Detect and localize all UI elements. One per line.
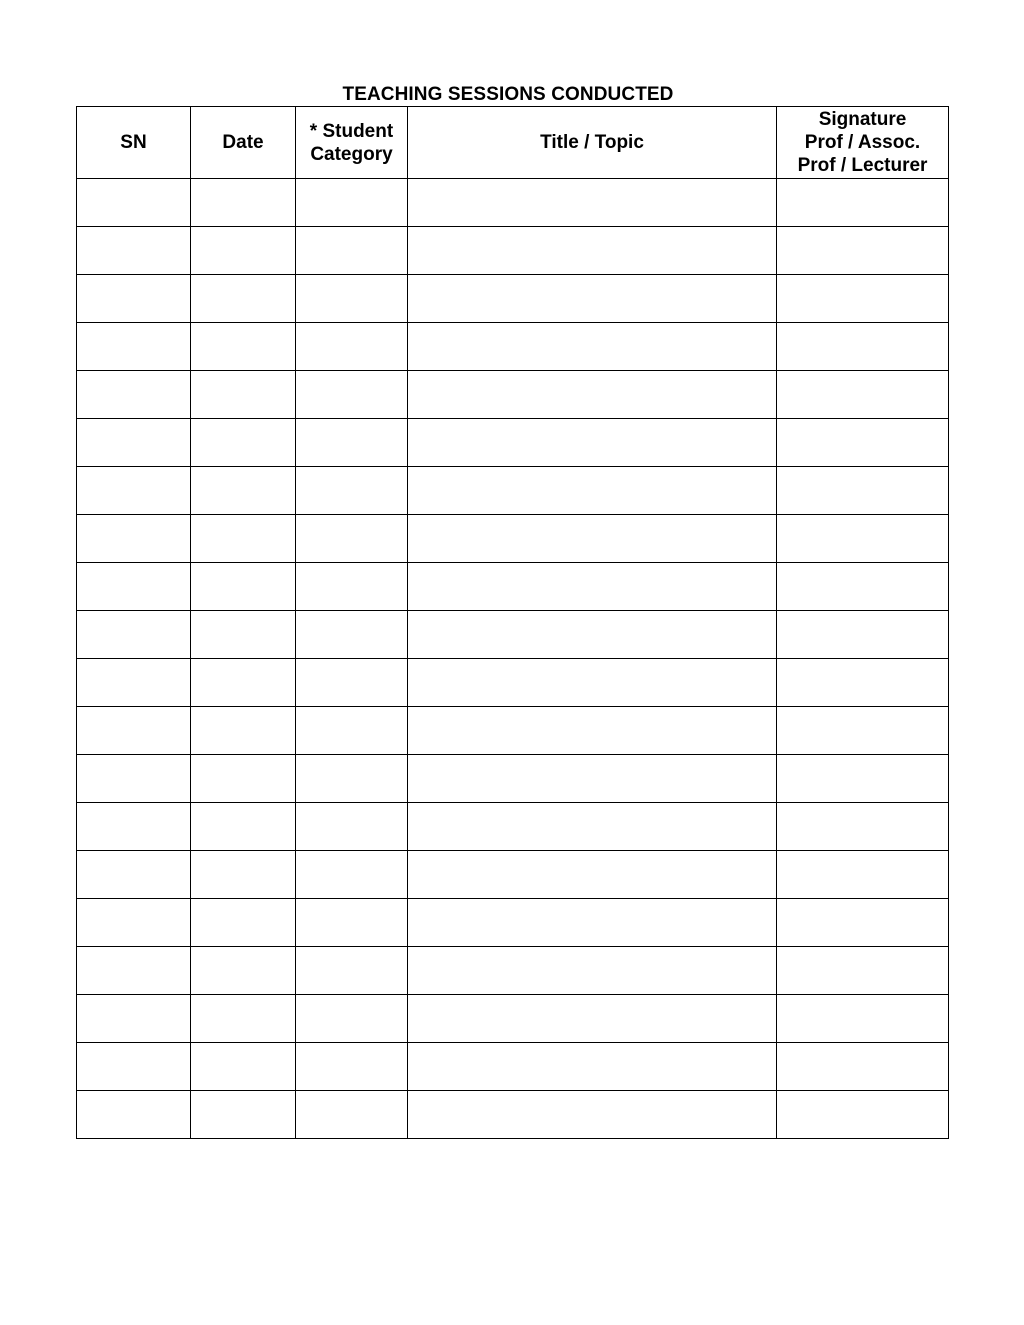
cell-title-topic	[408, 755, 777, 803]
cell-sn	[77, 323, 191, 371]
cell-date	[191, 995, 296, 1043]
cell-student-category	[296, 1043, 408, 1091]
cell-signature	[777, 467, 949, 515]
cell-student-category	[296, 707, 408, 755]
table-row	[77, 227, 949, 275]
cell-sn	[77, 227, 191, 275]
cell-title-topic	[408, 995, 777, 1043]
cell-sn	[77, 803, 191, 851]
table-row	[77, 947, 949, 995]
header-student-category	[296, 107, 408, 179]
cell-sn	[77, 611, 191, 659]
cell-title-topic	[408, 515, 777, 563]
cell-signature	[777, 995, 949, 1043]
header-sn: SN	[77, 107, 191, 179]
cell-sn	[77, 755, 191, 803]
cell-signature	[777, 755, 949, 803]
cell-sn	[77, 179, 191, 227]
cell-sn	[77, 707, 191, 755]
cell-student-category	[296, 563, 408, 611]
cell-student-category	[296, 995, 408, 1043]
table-row	[77, 323, 949, 371]
cell-sn	[77, 947, 191, 995]
cell-title-topic	[408, 563, 777, 611]
cell-signature	[777, 275, 949, 323]
cell-student-category	[296, 851, 408, 899]
cell-date	[191, 755, 296, 803]
cell-signature	[777, 179, 949, 227]
table-body	[77, 179, 949, 1139]
cell-date	[191, 419, 296, 467]
cell-date	[191, 371, 296, 419]
cell-sn	[77, 1091, 191, 1139]
cell-title-topic	[408, 323, 777, 371]
header-signature-line-1: Signature	[818, 109, 907, 130]
cell-date	[191, 611, 296, 659]
cell-signature	[777, 227, 949, 275]
table-row	[77, 611, 949, 659]
cell-date	[191, 515, 296, 563]
cell-title-topic	[408, 803, 777, 851]
cell-date	[191, 323, 296, 371]
table-row	[77, 851, 949, 899]
cell-student-category	[296, 227, 408, 275]
cell-sn	[77, 563, 191, 611]
cell-signature	[777, 419, 949, 467]
cell-date	[191, 707, 296, 755]
header-student-category-line-1: * Student	[309, 120, 394, 142]
cell-date	[191, 947, 296, 995]
cell-sn	[77, 371, 191, 419]
cell-student-category	[296, 179, 408, 227]
cell-student-category	[296, 1091, 408, 1139]
table-row	[77, 515, 949, 563]
cell-date	[191, 1043, 296, 1091]
cell-sn	[77, 659, 191, 707]
header-date: Date	[191, 107, 296, 179]
teaching-sessions-table	[76, 106, 949, 1139]
cell-date	[191, 563, 296, 611]
cell-student-category	[296, 467, 408, 515]
header-student-category-line-2: Category	[310, 143, 393, 165]
table-row	[77, 1091, 949, 1139]
header-signature-line-2: Prof / Assoc.	[804, 132, 921, 153]
cell-signature	[777, 611, 949, 659]
cell-student-category	[296, 947, 408, 995]
cell-title-topic	[408, 371, 777, 419]
page-title: TEACHING SESSIONS CONDUCTED	[342, 84, 674, 105]
table-row	[77, 467, 949, 515]
cell-student-category	[296, 275, 408, 323]
table-row	[77, 995, 949, 1043]
cell-sn	[77, 1043, 191, 1091]
cell-title-topic	[408, 611, 777, 659]
cell-student-category	[296, 659, 408, 707]
cell-signature	[777, 899, 949, 947]
cell-title-topic	[408, 275, 777, 323]
cell-signature	[777, 1091, 949, 1139]
cell-title-topic	[408, 947, 777, 995]
cell-date	[191, 179, 296, 227]
cell-student-category	[296, 755, 408, 803]
cell-student-category	[296, 899, 408, 947]
cell-date	[191, 659, 296, 707]
cell-date	[191, 899, 296, 947]
header-row	[77, 107, 949, 179]
cell-title-topic	[408, 851, 777, 899]
cell-title-topic	[408, 659, 777, 707]
table-row	[77, 419, 949, 467]
cell-student-category	[296, 803, 408, 851]
cell-signature	[777, 659, 949, 707]
cell-title-topic	[408, 179, 777, 227]
cell-date	[191, 275, 296, 323]
cell-date	[191, 803, 296, 851]
table-row	[77, 275, 949, 323]
cell-signature	[777, 323, 949, 371]
cell-sn	[77, 899, 191, 947]
table-row	[77, 659, 949, 707]
header-signature	[777, 107, 949, 179]
table-row	[77, 899, 949, 947]
cell-signature	[777, 707, 949, 755]
cell-signature	[777, 371, 949, 419]
cell-title-topic	[408, 227, 777, 275]
header-signature-line-3: Prof / Lecturer	[797, 155, 928, 176]
table-row	[77, 803, 949, 851]
cell-sn	[77, 275, 191, 323]
cell-signature	[777, 803, 949, 851]
cell-title-topic	[408, 1043, 777, 1091]
cell-student-category	[296, 323, 408, 371]
cell-student-category	[296, 611, 408, 659]
table-row	[77, 179, 949, 227]
cell-title-topic	[408, 1091, 777, 1139]
cell-signature	[777, 947, 949, 995]
table-row	[77, 1043, 949, 1091]
cell-title-topic	[408, 707, 777, 755]
cell-signature	[777, 563, 949, 611]
cell-title-topic	[408, 899, 777, 947]
cell-sn	[77, 467, 191, 515]
cell-student-category	[296, 515, 408, 563]
cell-title-topic	[408, 467, 777, 515]
cell-signature	[777, 515, 949, 563]
cell-student-category	[296, 419, 408, 467]
cell-sn	[77, 515, 191, 563]
cell-date	[191, 227, 296, 275]
cell-sn	[77, 419, 191, 467]
header-title-topic: Title / Topic	[408, 107, 777, 179]
cell-sn	[77, 851, 191, 899]
table-row	[77, 563, 949, 611]
cell-sn	[77, 995, 191, 1043]
cell-date	[191, 851, 296, 899]
cell-signature	[777, 1043, 949, 1091]
cell-date	[191, 1091, 296, 1139]
table-row	[77, 707, 949, 755]
table-row	[77, 371, 949, 419]
cell-title-topic	[408, 419, 777, 467]
cell-signature	[777, 851, 949, 899]
cell-date	[191, 467, 296, 515]
table-row	[77, 755, 949, 803]
cell-student-category	[296, 371, 408, 419]
